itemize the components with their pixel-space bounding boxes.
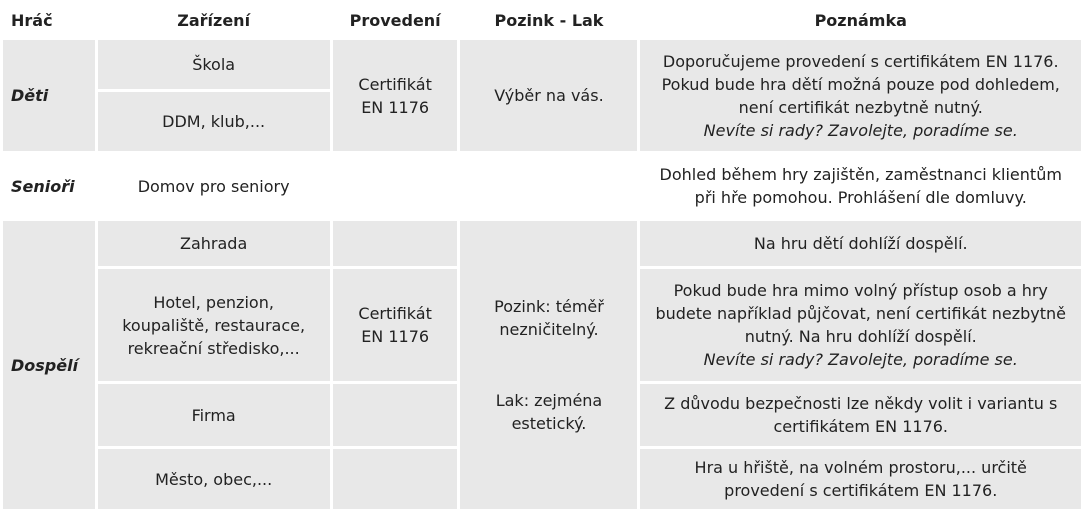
player-adults: Dospělí [3,221,95,509]
note-text: Doporučujeme provedení s certifikátem EN 1176. [662,51,1059,71]
zinc-paint-text: estetický. [511,414,587,433]
device-cell [98,384,330,446]
device-text: DDM, klub,... [162,112,266,131]
device-cell [98,92,330,151]
device-text: Zahrada [180,234,248,253]
header-device: Zařízení [98,3,330,37]
zinc-paint-text: nezničitelný. [499,320,599,339]
zinc-paint-cell [460,221,637,509]
note-cell [640,221,1081,266]
device-text: Škola [192,55,236,74]
note-text: při hře pomohou. Prohlášení dle domluvy. [694,188,1027,207]
design-cell [333,40,458,151]
device-cell [98,154,330,218]
note-cell [640,154,1081,218]
design-text: Certifikát [358,304,432,323]
design-text: EN 1176 [361,97,430,117]
player-children: Děti [3,40,95,151]
note-text: Pokud bude hra dětí možná pouze pod dohledem, [661,74,1060,94]
device-cell [98,221,330,266]
zinc-paint-text: Výběr na vás. [494,86,604,105]
note-cell [640,384,1081,446]
note-call-to-action: Nevíte si rady? Zavolejte, poradíme se. [703,120,1018,140]
zinc-paint-cell [460,40,637,151]
note-text: Dohled během hry zajištěn, zaměstnanci klientům [659,165,1062,184]
device-text: Firma [191,405,236,425]
table-row [3,154,1081,218]
device-text: rekreační středisko,... [127,338,300,358]
note-cell [640,449,1081,509]
note-cell [640,40,1081,151]
note-text: Na hru dětí dohlíží dospělí. [753,234,968,253]
player-seniors: Senioři [3,154,95,218]
zinc-paint-cell [460,154,637,218]
note-text: budete například půjčovat, není certifikát nezbytně [655,304,1066,323]
device-text: koupaliště, restaurace, [122,315,306,335]
zinc-paint-text: Lak: zejména [495,391,603,410]
header-design: Provedení [333,3,458,37]
design-cell [333,384,458,446]
device-text: Hotel, penzion, [153,292,274,312]
device-text: Město, obec,... [155,469,273,489]
design-cell [333,269,458,381]
note-text: Z důvodu bezpečnosti lze někdy volit i variantu s [664,394,1058,413]
note-text: Pokud bude hra mimo volný přístup osob a hry [673,281,1048,300]
header-note: Poznámka [640,3,1081,37]
device-text: Domov pro seniory [137,176,290,196]
header-player: Hráč [3,3,95,37]
design-cell [333,221,458,266]
device-cell [98,449,330,509]
design-text: EN 1176 [361,327,430,346]
table-row [3,221,1081,266]
design-text: Certifikát [358,74,432,94]
note-text: nutný. Na hru dohlíží dospělí. [744,327,977,346]
note-text: není certifikát nezbytně nutný. [738,97,983,117]
header-row [3,3,1081,37]
header-zinc-paint: Pozink - Lak [460,3,637,37]
zinc-paint-galvanized [466,295,631,341]
note-text: Hra u hřiště, na volném prostoru,... určitě [694,458,1027,477]
note-text: certifikátem EN 1176. [773,417,949,436]
device-cell [98,40,330,89]
device-cell [98,269,330,381]
table-row [3,40,1081,89]
note-text: provedení s certifikátem EN 1176. [724,481,998,500]
design-cell [333,154,458,218]
note-call-to-action: Nevíte si rady? Zavolejte, poradíme se. [703,350,1018,369]
note-cell [640,269,1081,381]
design-cell [333,449,458,509]
zinc-paint-lacquer [466,389,631,435]
zinc-paint-text: Pozink: téměř [494,297,604,316]
